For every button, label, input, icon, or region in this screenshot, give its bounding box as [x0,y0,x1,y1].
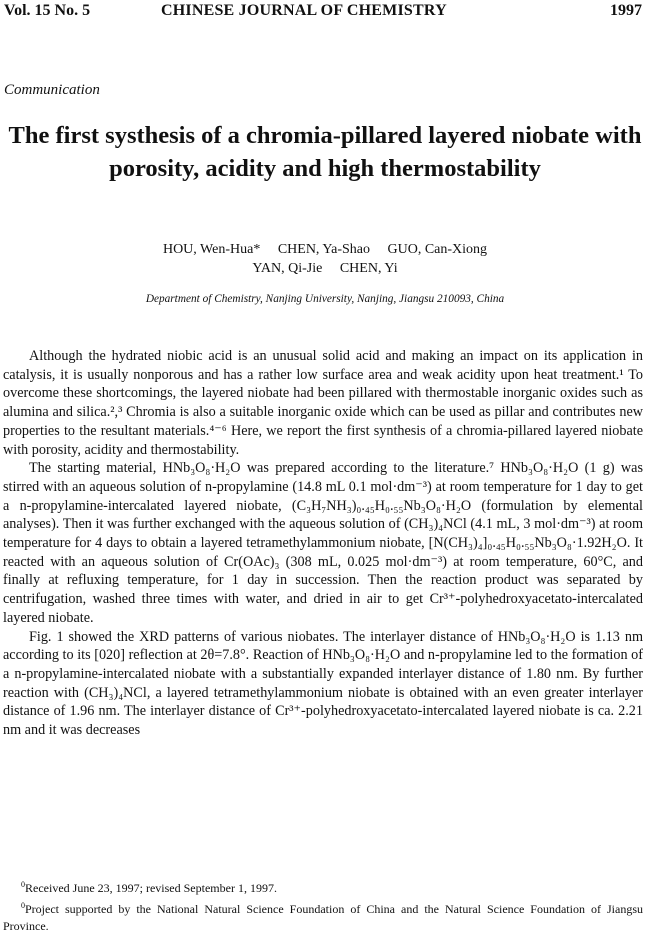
volume-number: Vol. 15 No. 5 [4,2,91,19]
affiliation: Department of Chemistry, Nanjing University, Nanjing, Jiangsu 210093, China [145,293,505,305]
paragraph-3: Fig. 1 showed the XRD patterns of various niobates. The interlayer distance of HNb₃O₈·H₂O is 1.13 nm according to its [020] reflection at 2θ=7.8°. Reaction of HNb₃O₈·H₂O and n-propylamine led to the formation of a n-propylamine-intercalated niobate with a substantially expanded interlayer distance of 1.80 nm. By further reaction with (CH₃)₄NCl, a layered tetramethylammonium niobate is obtained with an even greater interlayer distance of 1.96 nm. The interlayer distance of Cr³⁺-polyhedroxyacetato-intercalated layered niobate is ca. 2.21 nm and it was decreases [3,628,643,739]
footnote-marker: 0 [21,901,25,910]
section-label: Communication [4,82,100,98]
footnote-project [3,897,643,935]
authors-line-2: YAN, Qi-Jie CHEN, Yi [252,261,398,276]
footnotes [3,876,643,935]
running-head [4,0,644,22]
year: 1997 [610,2,642,19]
journal-name: CHINESE JOURNAL OF CHEMISTRY [161,2,447,19]
article-body [3,347,643,740]
authors-line-1: HOU, Wen-Hua* CHEN, Ya-Shao GUO, Can-Xiong [162,242,488,257]
footnote-marker: 0 [21,880,25,889]
author-list [0,240,650,278]
article-title: The first systhesis of a chromia-pillared layered niobate with porosity, acidity and high thermostability [8,122,642,182]
footnote-project-text: Project supported by the National Natural Science Foundation of China and the Natural Science Foundation of Jiangsu Province. [3,902,643,933]
footnote-received [3,876,643,897]
footnote-received-text: Received June 23, 1997; revised September 1, 1997. [25,881,277,895]
paragraph-1: Although the hydrated niobic acid is an unusual solid acid and making an impact on its application in catalysis, it is usually nonporous and has a rather low surface area and weak acidity upon heat treatment.¹ To overcome these shortcomings, the layered niobate had been pillared with thermostable inorganic oxides such as alumina and silica.²,³ Chromia is also a suitable inorganic oxide which can be used as pillar and contributes new properties to the resultant materials.⁴⁻⁶ Here, we report the first synthesis of a chromia-pillared layered niobate with porosity, acidity and thermostability. [3,348,643,458]
paragraph-2: The starting material, HNb₃O₈·H₂O was prepared according to the literature.⁷ HNb₃O₈·H₂O (1 g) was stirred with an aqueous solution of n-propylamine (14.8 mL 0.1 mol·dm⁻³) at room temperature for 1 day to get a n-propylamine-intercalated layered niobate, (C₃H₇NH₃)₀.₄₅H₀.₅₅Nb₃O₈·H₂O (formulation by elemental analyses). Then it was further exchanged with the aqueous solution of (CH₃)₄NCl (4.1 mL, 3 mol·dm⁻³) at room temperature for 4 days to obtain a layered tetramethylammonium niobate, [N(CH₃)₄]₀.₄₅H₀.₅₅Nb₃O₈·1.92H₂O. It reacted with an aqueous solution of Cr(OAc)₃ (308 mL, 0.025 mol·dm⁻³) at room temperature, 60°C, and finally at refluxing temperature, for 1 day in succession. Then the reaction product was separated by centrifugation, washed three times with water, and dried in air to get Cr³⁺-polyhedroxyacetato-intercalated layered niobate. [3,460,643,626]
